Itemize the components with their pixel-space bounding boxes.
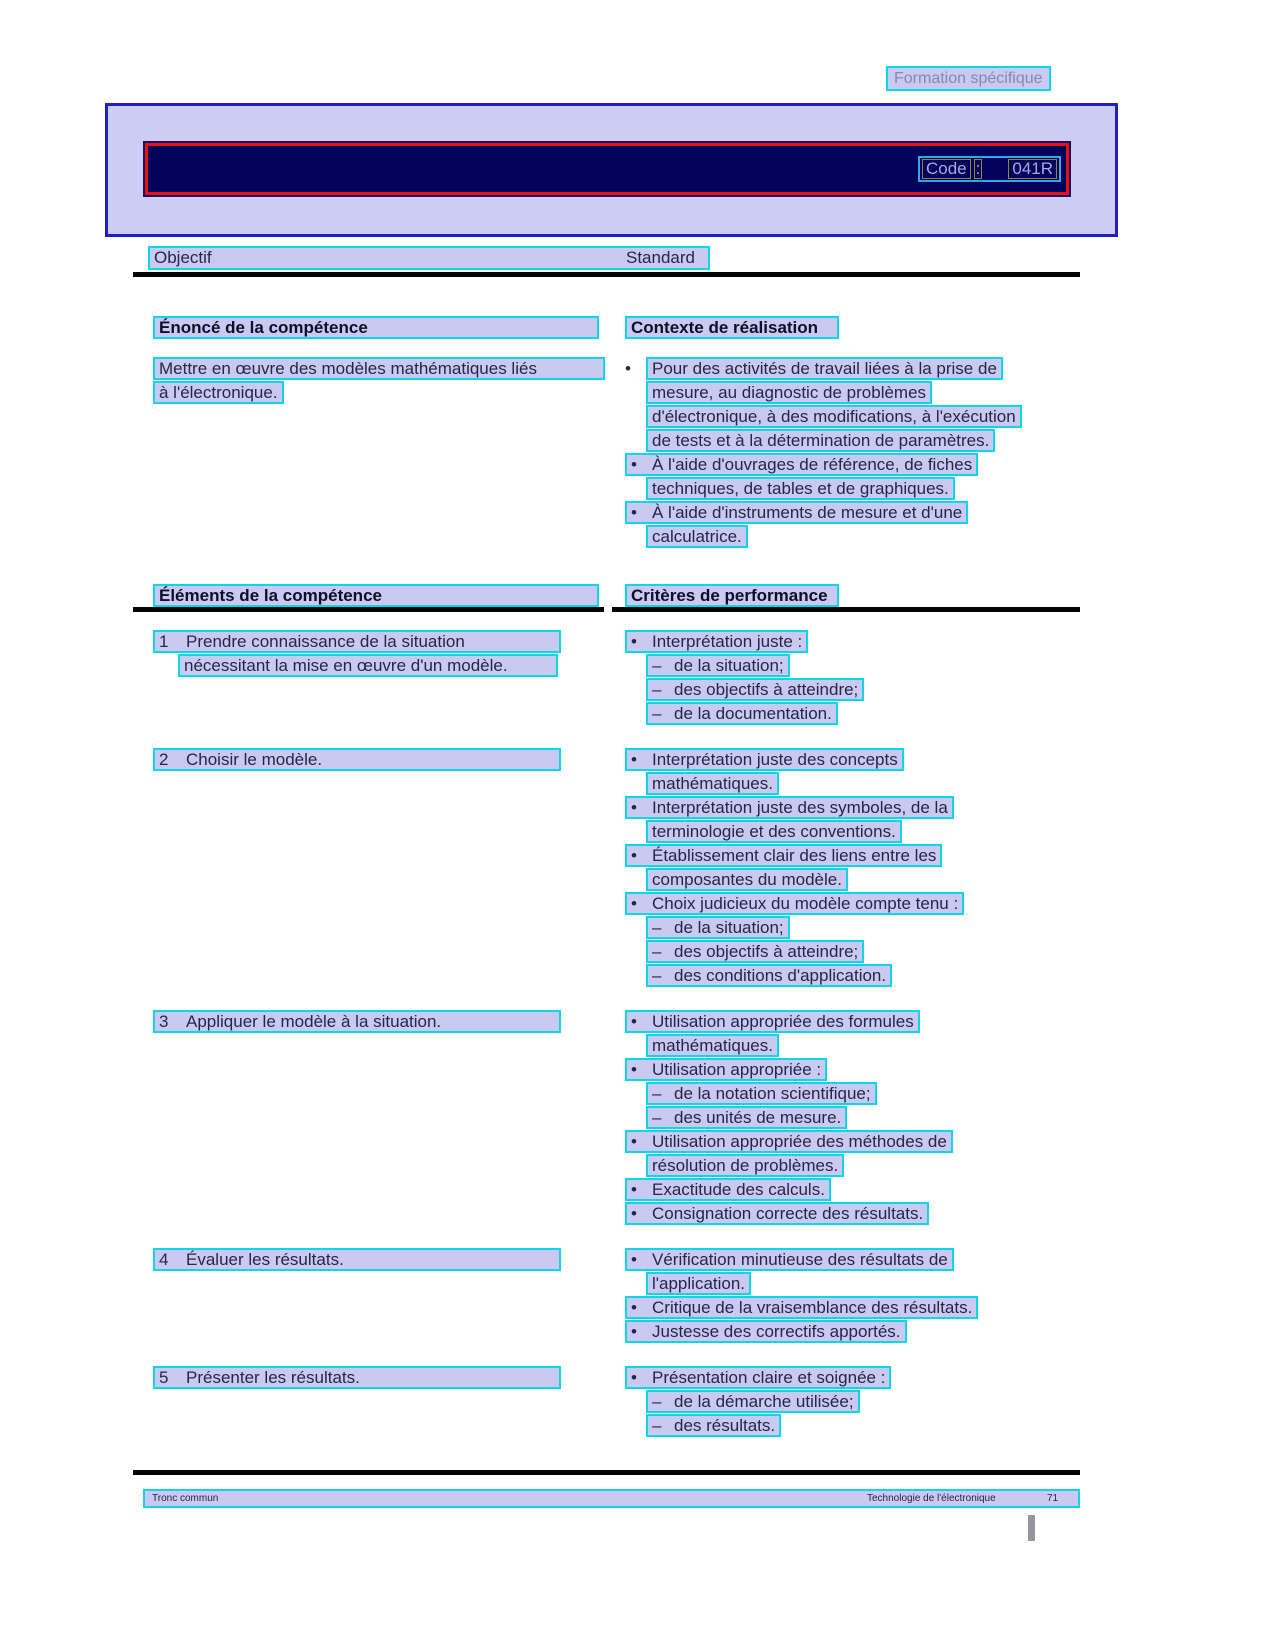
bullet-icon: •	[631, 1298, 637, 1317]
dash-icon: –	[652, 1084, 662, 1103]
criteria-line	[625, 844, 1080, 868]
criteria-text: • Consignation correcte des résultats.	[625, 1202, 929, 1225]
rule-right-segment	[612, 607, 1080, 612]
criteria-line	[625, 796, 1080, 820]
criteria-line	[646, 940, 1080, 964]
element-line	[153, 748, 625, 772]
criteria-line	[646, 1034, 1080, 1058]
element-text: 1 Prendre connaissance de la situation	[153, 630, 561, 653]
criteria-text: • Choix judicieux du modèle compte tenu :	[625, 892, 964, 915]
footer-left-text: Tronc commun	[152, 1493, 219, 1504]
criteria-text: • Vérification minutieuse des résultats de	[625, 1248, 954, 1271]
rule-left-segment	[133, 607, 604, 612]
criteria-text: d'électronique, à des modifications, à l'exécution	[646, 405, 1022, 428]
criteria-text: – de la démarche utilisée;	[646, 1390, 860, 1413]
criteria-cell	[625, 630, 1080, 726]
criteria-text: • Justesse des correctifs apportés.	[625, 1320, 907, 1343]
dash-icon: –	[652, 942, 662, 961]
criteria-text: terminologie et des conventions.	[646, 820, 902, 843]
criteria-text: de tests et à la détermination de paramètres.	[646, 429, 995, 452]
criteria-line	[646, 1154, 1080, 1178]
code-label: Code	[922, 159, 971, 179]
competence-statement	[133, 357, 625, 549]
criteria-cell	[625, 1366, 1080, 1438]
criteria-cell	[625, 1010, 1080, 1226]
dash-icon: –	[652, 1416, 662, 1435]
competence-element-row	[133, 1248, 1080, 1344]
element-text: 4 Évaluer les résultats.	[153, 1248, 561, 1271]
element-cell	[133, 630, 625, 726]
criteria-line	[625, 1202, 1080, 1226]
criteria-text: • À l'aide d'ouvrages de référence, de fiches	[625, 453, 978, 476]
element-number: 3	[159, 1012, 169, 1031]
dash-icon: –	[652, 704, 662, 723]
criteria-line	[625, 1178, 1080, 1202]
criteria-text: mathématiques.	[646, 1034, 779, 1057]
bullet-icon: •	[631, 1012, 637, 1031]
horizontal-rule-middle	[133, 607, 1080, 612]
section1-right-title-cell	[625, 316, 1080, 339]
section1-title-row	[133, 316, 1080, 339]
criteria-line	[646, 1106, 1080, 1130]
criteria-line	[646, 381, 1080, 405]
criteria-text: composantes du modèle.	[646, 868, 848, 891]
criteria-cell	[625, 1248, 1080, 1344]
criteria-line	[646, 405, 1080, 429]
bullet-icon: •	[631, 503, 637, 522]
competence-element-row	[133, 1366, 1080, 1438]
criteria-text: techniques, de tables et de graphiques.	[646, 477, 955, 500]
criteria-text: • Interprétation juste des concepts	[625, 748, 904, 771]
criteria-line	[646, 1390, 1080, 1414]
element-line	[153, 1010, 625, 1034]
criteria-line	[646, 1272, 1080, 1296]
dash-icon: –	[652, 966, 662, 985]
criteria-line	[646, 964, 1080, 988]
competence-element-row	[133, 748, 1080, 988]
element-number: 5	[159, 1368, 169, 1387]
criteria-line	[625, 501, 1080, 525]
bullet-icon: •	[631, 1180, 637, 1199]
criteria-line	[646, 916, 1080, 940]
standard-label: Standard	[626, 248, 695, 267]
criteria-line	[646, 1414, 1080, 1438]
bullet-icon: •	[631, 1060, 637, 1079]
element-number: 1	[159, 632, 169, 651]
criteria-line	[646, 477, 1080, 501]
criteria-line	[646, 772, 1080, 796]
corner-label: Formation spécifique	[886, 66, 1051, 91]
dash-icon: –	[652, 1392, 662, 1411]
section1-left-title: Énoncé de la compétence	[153, 316, 599, 339]
footer-course-text: Technologie de l'électronique	[867, 1493, 996, 1504]
bullet-icon: •	[625, 359, 631, 378]
bullet-icon: •	[631, 750, 637, 769]
criteria-text: calculatrice.	[646, 525, 748, 548]
objectif-standard-row	[148, 246, 710, 270]
criteria-line	[646, 654, 1080, 678]
element-line	[178, 654, 625, 678]
criteria-line	[625, 357, 1080, 381]
criteria-cell	[625, 748, 1080, 988]
code-field	[918, 156, 1061, 182]
criteria-line	[625, 1320, 1080, 1344]
competence-element-row	[133, 630, 1080, 726]
element-line	[153, 1366, 625, 1390]
element-line	[153, 1248, 625, 1272]
criteria-line	[625, 1010, 1080, 1034]
statement-line	[153, 357, 625, 381]
bullet-icon: •	[631, 894, 637, 913]
element-text: nécessitant la mise en œuvre d'un modèle.	[178, 654, 558, 677]
criteria-line	[625, 892, 1080, 916]
section2-title-row	[133, 584, 1080, 607]
criteria-text: – des objectifs à atteindre;	[646, 940, 864, 963]
criteria-text: • Critique de la vraisemblance des résultats.	[625, 1296, 978, 1319]
element-number: 2	[159, 750, 169, 769]
section2-left-title: Éléments de la compétence	[153, 584, 599, 607]
course-title-banner	[145, 143, 1069, 195]
bullet-icon: •	[631, 1250, 637, 1269]
criteria-line	[625, 1296, 1080, 1320]
criteria-line	[646, 820, 1080, 844]
criteria-line	[625, 748, 1080, 772]
horizontal-rule-top	[133, 272, 1080, 277]
section-enonce-contexte	[133, 316, 1080, 549]
bullet-icon: •	[631, 632, 637, 651]
bullet-icon: •	[631, 1204, 637, 1223]
criteria-text: résolution de problèmes.	[646, 1154, 844, 1177]
code-colon: :	[975, 159, 981, 178]
footer	[143, 1489, 1080, 1508]
criteria-text: • Interprétation juste :	[625, 630, 808, 653]
dash-icon: –	[652, 918, 662, 937]
criteria-text: • Utilisation appropriée des formules	[625, 1010, 920, 1033]
statement-text: Mettre en œuvre des modèles mathématiques liés	[153, 357, 605, 380]
footer-page-number: 71	[1047, 1493, 1059, 1504]
cursor-artifact	[1028, 1515, 1035, 1541]
criteria-line	[646, 1082, 1080, 1106]
criteria-text: mathématiques.	[646, 772, 779, 795]
criteria-line	[646, 702, 1080, 726]
criteria-text: • Interprétation juste des symboles, de la	[625, 796, 954, 819]
rule-gap	[604, 607, 612, 612]
section2-right-title-cell	[625, 584, 1080, 607]
element-cell	[133, 748, 625, 988]
criteria-text: – des résultats.	[646, 1414, 781, 1437]
statement-line	[153, 381, 625, 405]
section2-right-title: Critères de performance	[625, 584, 839, 607]
criteria-line	[625, 630, 1080, 654]
bullet-icon: •	[631, 455, 637, 474]
element-text: 3 Appliquer le modèle à la situation.	[153, 1010, 561, 1033]
criteria-line	[646, 678, 1080, 702]
section2-left-title-cell	[133, 584, 625, 607]
section1-body-row	[133, 357, 1080, 549]
criteria-line	[646, 868, 1080, 892]
element-text: 2 Choisir le modèle.	[153, 748, 561, 771]
criteria-text: • À l'aide d'instruments de mesure et d'une	[625, 501, 968, 524]
title-banner-box	[105, 103, 1118, 237]
criteria-text: – de la documentation.	[646, 702, 838, 725]
element-cell	[133, 1366, 625, 1438]
element-text: 5 Présenter les résultats.	[153, 1366, 561, 1389]
objectif-label: Objectif	[154, 248, 212, 267]
criteria-text: • Présentation claire et soignée :	[625, 1366, 891, 1389]
statement-text: à l'électronique.	[153, 381, 284, 404]
criteria-line	[625, 453, 1080, 477]
element-line	[153, 630, 625, 654]
element-cell	[133, 1248, 625, 1344]
criteria-text: Pour des activités de travail liées à la prise de	[646, 357, 1003, 380]
element-cell	[133, 1010, 625, 1226]
criteria-text: – des objectifs à atteindre;	[646, 678, 864, 701]
criteria-text: • Utilisation appropriée des méthodes de	[625, 1130, 953, 1153]
realisation-context-list	[625, 357, 1080, 549]
bullet-icon: •	[631, 846, 637, 865]
section1-right-title: Contexte de réalisation	[625, 316, 839, 339]
criteria-text: – des unités de mesure.	[646, 1106, 847, 1129]
dash-icon: –	[652, 1108, 662, 1127]
bullet-icon: •	[631, 1132, 637, 1151]
criteria-text: • Exactitude des calculs.	[625, 1178, 831, 1201]
criteria-text: • Établissement clair des liens entre les	[625, 844, 942, 867]
competence-elements-rows	[133, 630, 1080, 1460]
criteria-text: l'application.	[646, 1272, 751, 1295]
dash-icon: –	[652, 656, 662, 675]
bullet-icon: •	[631, 1368, 637, 1387]
bullet-icon: •	[631, 1322, 637, 1341]
competence-element-row	[133, 1010, 1080, 1226]
criteria-line	[646, 429, 1080, 453]
criteria-text: – de la notation scientifique;	[646, 1082, 877, 1105]
section-elements-criteres	[133, 584, 1080, 1435]
section1-left-title-cell	[133, 316, 625, 339]
criteria-text: • Utilisation appropriée :	[625, 1058, 827, 1081]
criteria-line	[625, 1058, 1080, 1082]
criteria-text: – de la situation;	[646, 654, 790, 677]
bullet-icon: •	[631, 798, 637, 817]
criteria-text: – de la situation;	[646, 916, 790, 939]
criteria-text: mesure, au diagnostic de problèmes	[646, 381, 932, 404]
footer-rule	[133, 1470, 1080, 1475]
code-value: 041R	[1008, 159, 1057, 179]
criteria-line	[625, 1248, 1080, 1272]
criteria-line	[625, 1366, 1080, 1390]
element-number: 4	[159, 1250, 169, 1269]
dash-icon: –	[652, 680, 662, 699]
criteria-text: – des conditions d'application.	[646, 964, 892, 987]
criteria-line	[625, 1130, 1080, 1154]
criteria-line	[646, 525, 1080, 549]
